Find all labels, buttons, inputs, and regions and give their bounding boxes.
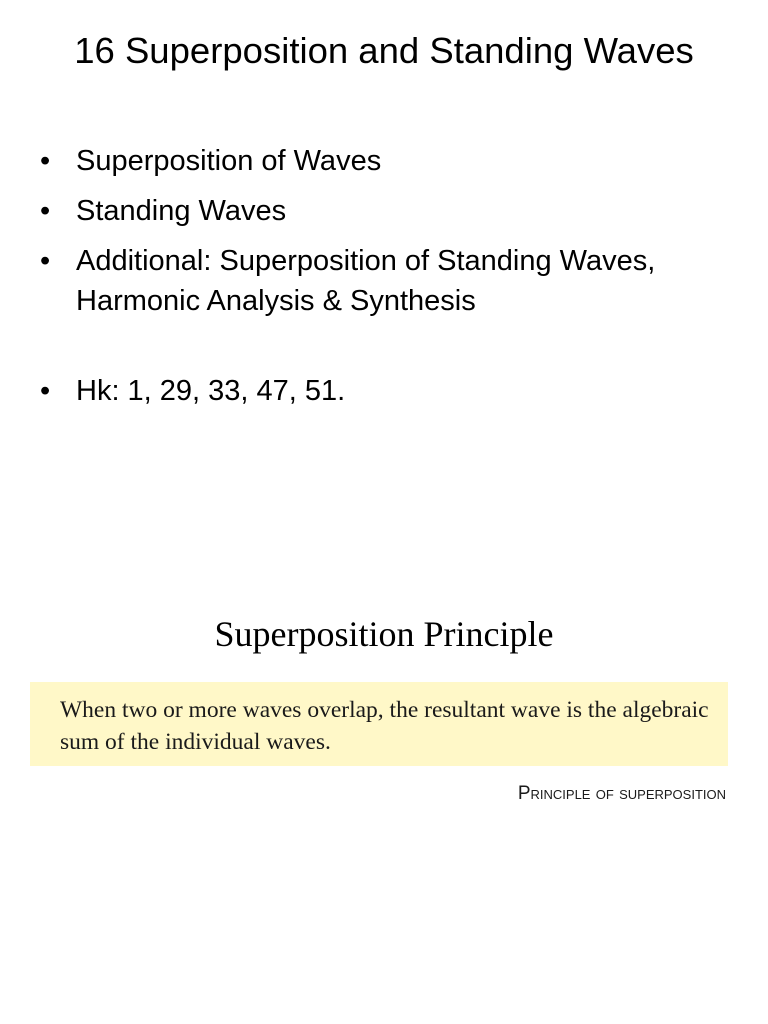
bullet-text: Hk: 1, 29, 33, 47, 51.: [76, 375, 346, 407]
bullet-mark: •: [40, 245, 51, 277]
bullet-item-standing-waves: [0, 191, 696, 231]
principle-heading: Superposition Principle: [214, 614, 554, 654]
bullet-mark: •: [40, 195, 51, 227]
bullet-text: Additional: Superposition of Standing Waves, Harmonic Analysis & Synthesis: [76, 245, 656, 317]
bullet-list: [0, 141, 696, 421]
principle-caption: Principle of superposition: [517, 783, 726, 804]
bullet-text: Standing Waves: [76, 195, 287, 227]
bullet-text: Superposition of Waves: [76, 145, 382, 177]
bullet-item-homework: [0, 371, 696, 411]
bullet-mark: •: [40, 375, 51, 407]
definition-box: [30, 682, 728, 766]
bullet-item-superposition: [0, 141, 696, 181]
slide-superposition-principle: [0, 540, 768, 1024]
definition-text: When two or more waves overlap, the resultant wave is the algebraic sum of the individual waves.: [60, 697, 709, 755]
slide-title: 16 Superposition and Standing Waves: [74, 30, 694, 71]
bullet-item-additional: [0, 241, 696, 321]
bullet-mark: •: [40, 145, 51, 177]
